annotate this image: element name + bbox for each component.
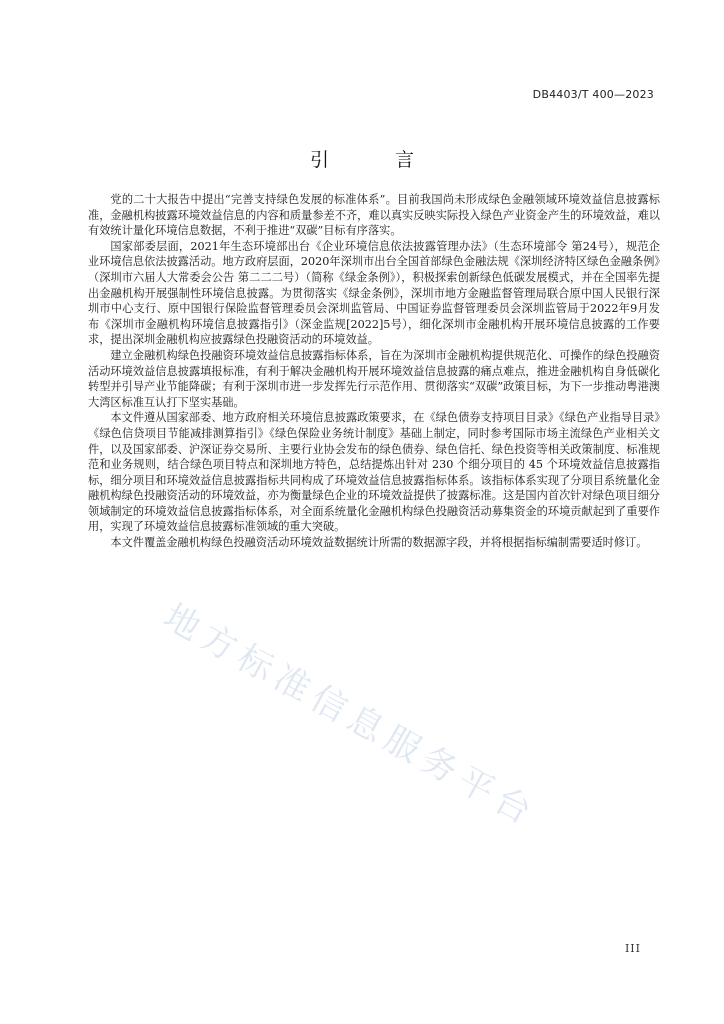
paragraph: 国家部委层面，2021年生态环境部出台《企业环境信息依法披露管理办法》（生态环境部令 第24号），规范企业环境信息依法披露活动。地方政府层面，2020年深圳市出台全国首部绿色金融法规《深圳经济特区绿色金融条例》（深圳市六届人大常委会公告 第二二二号）（简称《绿金条例》），积极探索创新绿色低碳发展模式，并在全国率先提出金融机构开展强制性环境信息披露。为贯彻落实《绿金条例》，深圳市地方金融监督管理局联合原中国人民银行深圳市中心支行、原中国银行保险监督管理委员会深圳监管局、中国证券监督管理委员会深圳监管局于2022年9月发布《深圳市金融机构环境信息披露指引》（深金监规[2022]5号），细化深圳市金融机构开展环境信息披露的工作要求，提出深圳金融机构应披露绿色投融资活动的环境效益。 [88,239,660,347]
introduction-body [88,192,660,551]
watermark: 地方标准信息服务平台 [156,596,544,836]
paragraph: 建立金融机构绿色投融资环境效益信息披露指标体系，旨在为深圳市金融机构提供规范化、可操作的绿色投融资活动环境效益信息披露填报标准，有利于解决金融机构开展环境效益信息披露的痛点难点，推进金融机构自身低碳化转型并引导产业节能降碳；有利于深圳市进一步发挥先行示范作用、贯彻落实“双碳”政策目标，为下一步推动粤港澳大湾区标准互认打下坚实基础。 [88,348,660,409]
document-number: DB4403/T 400—2023 [532,88,654,101]
paragraph: 本文件遵从国家部委、地方政府相关环境信息披露政策要求，在《绿色债券支持项目目录》《绿色产业指导目录》《绿色信贷项目节能减排测算指引》《绿色保险业务统计制度》基础上制定，同时参考国际市场主流绿色产业相关文件，以及国家部委、沪深证券交易所、主要行业协会发布的绿色债券、绿色信托、绿色投资等相关政策制度、标准规范和业务规则，结合绿色项目特点和深圳地方特色，总结提炼出针对 230 个细分项目的 45 个环境效益信息披露指标，细分项目和环境效益信息披露指标共同构成了环境效益信息披露指标体系。该指标体系实现了分项目系统量化金融机构绿色投融资活动的环境效益，亦为衡量绿色企业的环境效益提供了披露标准。这是国内首次针对绿色项目细分领域制定的环境效益信息披露指标体系，对全面系统量化金融机构绿色投融资活动募集资金的环境贡献起到了重要作用，实现了环境效益信息披露标准领域的重大突破。 [88,411,660,534]
page-number: III [624,942,641,955]
section-title: 引 言 [309,149,445,171]
paragraph: 党的二十大报告中提出“完善支持绿色发展的标准体系”。目前我国尚未形成绿色金融领域环境效益信息披露标准，金融机构披露环境效益信息的内容和质量参差不齐，难以真实反映实际投入绿色产业资金产生的环境效益，难以有效统计量化环境信息数据，不利于推进“双碳”目标有序落实。 [88,193,660,238]
paragraph: 本文件覆盖金融机构绿色投融资活动环境效益数据统计所需的数据源字段，并将根据指标编制需要适时修订。 [110,536,648,550]
